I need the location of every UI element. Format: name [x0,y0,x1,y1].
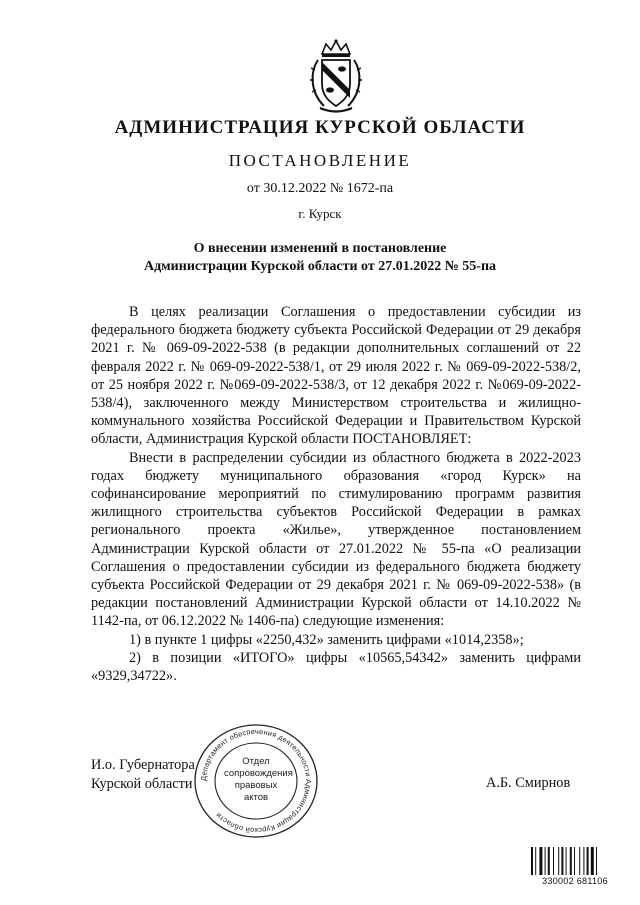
organization-title: АДМИНИСТРАЦИЯ КУРСКОЙ ОБЛАСТИ [114,117,526,138]
stamp-line-2: сопровождения [224,768,293,779]
signatory-position-line-1: И.о. Губернатора [91,757,195,773]
signatory-position-line-2: Курской области [91,776,193,792]
barcode-number: 330002 681106 [542,876,608,886]
stamp-ring-text: Департамент обеспечения деятельности Администрации Курской области [198,726,314,836]
stamp-inner-text [224,756,293,804]
body-paragraph-4: 2) в позиции «ИТОГО» цифры «10565,54342» заменить цифрами «9329,34722». [91,649,581,685]
coat-of-arms-icon [306,38,366,116]
body-paragraph-3: 1) в пункте 1 цифры «2250,432» заменить цифрами «1014,2358»; [129,631,524,648]
document-city: г. Курск [298,206,342,221]
stamp-line-3: правовых [234,780,278,791]
signatory-position [91,756,195,794]
stamp-line-1: Отдел [242,756,270,767]
stamp-line-4: актов [243,792,269,803]
document-body [91,303,581,685]
document-date-number: от 30.12.2022 № 1672-па [246,181,394,196]
signatory-name: А.Б. Смирнов [486,775,571,791]
document-subject [0,240,640,276]
subject-line-1: О внесении изменений в постановление [193,241,447,256]
subject-line-2: Администрации Курской области от 27.01.2022 № 55-па [143,259,497,274]
body-paragraph-2: Внести в распределении субсидии из областного бюджета в 2022-2023 годах бюджету муниципального образования «город Курск» на софинансирование мероприятий по стимулированию программ развития жилищного строительства субъектов Российской Федерации в рамках регионального проекта «Жилье», утвержденное постановлением Администрации Курской области от 27.01.2022 № 55-па «О реализации Соглашения о предоставлении субсидии из федерального бюджета бюджету субъекта Российской Федерации от 29 декабря 2021 г. № 069-09-2022-538» (в редакции постановлений Администрации Курской области от 14.10.2022 № 1142-па, от 06.12.2022 № 1406-па) следующие изменения: [91,449,581,630]
document-type: ПОСТАНОВЛЕНИЕ [228,151,412,170]
body-paragraph-1: В целях реализации Соглашения о предоставлении субсидии из федерального бюджета бюджету субъекта Российской Федерации от 29 декабря 2021 г. № 069-09-2022-538 (в редакции дополнительных соглашений от 22 февраля 2022 г. № 069-09-2022-538/1, от 29 июля 2022 г. № 069-09-2022-538/2, от 25 ноября 2022 г. №069-09-2022-538/3, от 12 декабря 2022 г. №069-09-2022-538/4), заключенного между Министерством строительства и жилищно-коммунального хозяйства Российской Федерации и Правительством Курской области, Администрация Курской области ПОСТАНОВЛЯЕТ: [91,304,581,448]
barcode-icon [531,847,617,875]
